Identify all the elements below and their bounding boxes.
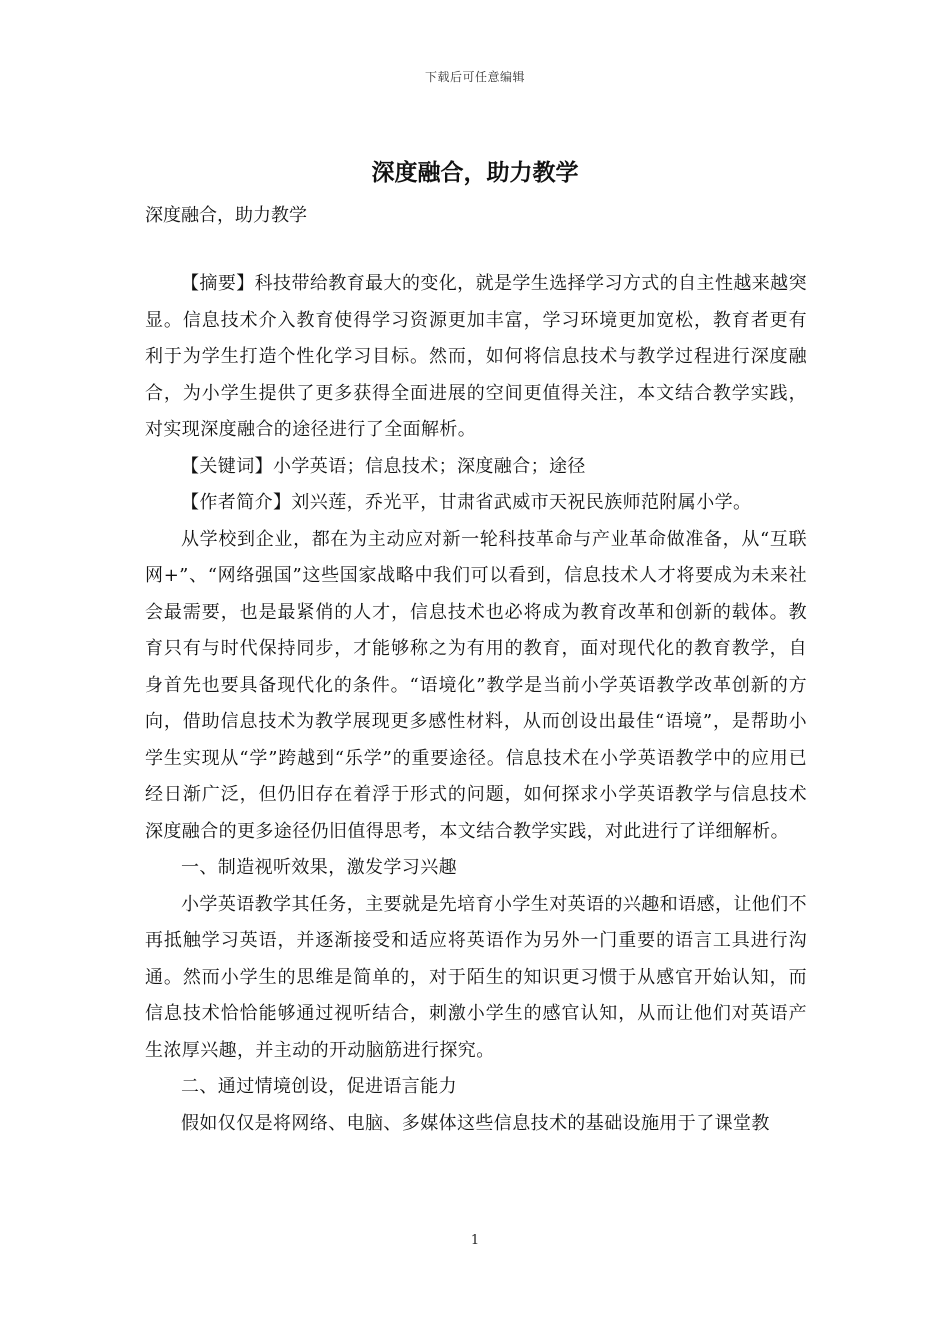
document-body [145,266,807,1142]
abstract-paragraph: 【摘要】科技带给教育最大的变化，就是学生选择学习方式的自主性越来越突显。信息技术介入教育使得学习资源更加丰富，学习环境更加宽松，教育者更有利于为学生打造个性化学习目标。然而，如何将信息技术与教学过程进行深度融合，为小学生提供了更多获得全面进展的空间更值得关注，本文结合教学实践，对实现深度融合的途径进行了全面解析。 [145,273,807,440]
author-paragraph: 【作者简介】刘兴莲，乔光平，甘肃省武威市天祝民族师范附属小学。 [181,492,752,513]
section-1-paragraph: 小学英语教学其任务，主要就是先培育小学生对英语的兴趣和语感，让他们不再抵触学习英语，并逐渐接受和适应将英语作为另外一门重要的语言工具进行沟通。然而小学生的思维是简单的，对于陌生的知识更习惯于从感官开始认知，而信息技术恰恰能够通过视听结合，刺激小学生的感官认知，从而让他们对英语产生浓厚兴趣，并主动的开动脑筋进行探究。 [145,893,807,1061]
section-heading-2: 二、通过情境创设，促进语言能力 [181,1076,457,1097]
page-number: 1 [470,1233,480,1248]
intro-paragraph: 从学校到企业，都在为主动应对新一轮科技革命与产业革命做准备，从“互联网+”、“网络强国”这些国家战略中我们可以看到，信息技术人才将要成为未来社会最需要，也是最紧俏的人才，信息技术也必将成为教育改革和创新的载体。教育只有与时代保持同步，才能够称之为有用的教育，面对现代化的教育教学，自身首先也要具备现代化的条件。“语境化”教学是当前小学英语教学改革创新的方向，借助信息技术为教学展现更多感性材料，从而创设出最佳“语境”，是帮助小学生实现从“学”跨越到“乐学”的重要途径。信息技术在小学英语教学中的应用已经日渐广泛，但仍旧存在着浮于形式的问题，如何探求小学英语教学与信息技术深度融合的更多途径仍旧值得思考，本文结合教学实践，对此进行了详细解析。 [145,528,807,842]
document-title: 深度融合，助力教学 [371,159,579,186]
keywords-paragraph: 【关键词】小学英语；信息技术；深度融合；途径 [181,455,586,477]
header-note: 下载后可任意编辑 [424,70,525,84]
document-subtitle: 深度融合，助力教学 [145,205,307,226]
section-2-paragraph: 假如仅仅是将网络、电脑、多媒体这些信息技术的基础设施用于了课堂教 [181,1112,770,1134]
section-heading-1: 一、制造视听效果，激发学习兴趣 [181,857,457,878]
